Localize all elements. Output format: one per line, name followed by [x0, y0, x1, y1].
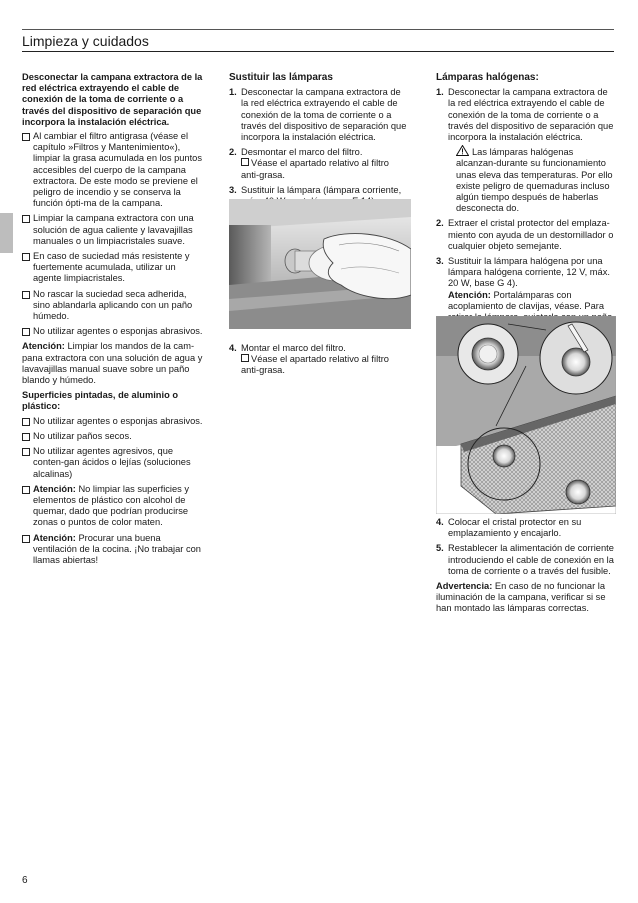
list-item	[22, 131, 204, 209]
warning-triangle-icon	[456, 145, 469, 156]
step-text: Colocar el cristal protector en su emplazamiento y encajarlo.	[448, 517, 582, 539]
step-number: 2.	[229, 147, 237, 158]
checkbox-bullet-icon	[22, 433, 30, 441]
column-halogen-lamps	[436, 72, 616, 338]
lamp-replacement-illustration	[229, 199, 411, 329]
step-number: 3.	[229, 184, 237, 195]
list-item	[436, 517, 616, 539]
section-heading: Sustituir las lámparas	[229, 72, 333, 83]
surfaces-bullets	[22, 416, 204, 566]
advertencia-label: Advertencia:	[436, 581, 493, 592]
list-item	[22, 446, 204, 480]
list-item-text: No utilizar agentes o esponjas abrasivos.	[33, 326, 203, 337]
list-item	[22, 251, 204, 285]
side-tab-marker	[0, 213, 13, 253]
list-item	[229, 147, 409, 181]
title-rule	[22, 51, 614, 52]
step-number: 1.	[436, 87, 444, 98]
cleaning-bullets	[22, 131, 204, 337]
list-item	[436, 543, 616, 577]
advertencia-text: En caso de no funcionar la iluminación de la campana, verificar si se han montado las lámparas correctas.	[436, 581, 606, 614]
step-number: 5.	[436, 543, 444, 554]
attention-text: Limpiar los mandos de la cam-pana extractora con una solución de agua y lavavajillas manual suave sobre un paño blando y húmedo.	[22, 341, 203, 386]
steps-list	[229, 87, 409, 207]
page-title: Limpieza y cuidados	[22, 33, 149, 49]
controls-attention	[22, 341, 204, 386]
step-number: 4.	[229, 343, 237, 353]
column-replace-lamps-continued	[229, 343, 409, 381]
step-text: Restablecer la alimentación de corriente introduciendo el cable de conexión en la toma de corriente o a través del fusible.	[448, 543, 614, 576]
checkbox-bullet-icon	[22, 328, 30, 336]
checkbox-bullet-icon	[22, 215, 30, 223]
list-item	[22, 484, 204, 529]
column-cleaning	[22, 72, 204, 570]
list-item-text: Limpiar la campana extractora con una solución de agua caliente y lavavajillas manuales o un limpiacristales suave.	[33, 213, 194, 246]
warning-note	[448, 145, 616, 214]
warning-text: Las lámparas halógenas alcanzan-durante su funcionamiento unas eleva das temperaturas. Por ello existe peligro de quemaduras incluso algún tiempo después de haberlas desconecta do.	[456, 147, 613, 214]
list-item-text: No utilizar agentes o esponjas abrasivos.	[33, 415, 203, 426]
checkbox-bullet-icon	[22, 486, 30, 494]
list-item-text: En caso de suciedad más resistente y fuertemente acumulada, utilizar un agente limpiacristales.	[33, 251, 190, 284]
top-rule	[22, 29, 614, 30]
surfaces-heading: Superficies pintadas, de aluminio o plástico:	[22, 390, 179, 412]
step-number: 1.	[229, 87, 237, 98]
list-item-text: Al cambiar el filtro antigrasa (véase el capítulo »Filtros y Mantenimiento«), limpiar la grasa acumulada en los puntos accesibles del cuerpo de la campana extractora. De este modo se previene el peligro de incendio y se conserva la función ópti-ma de la campana.	[33, 131, 202, 209]
halogen-hood-illustration	[436, 316, 616, 514]
step-number: 2.	[436, 218, 444, 229]
list-item	[436, 218, 616, 252]
step-text: Desconectar la campana extractora de la red eléctrica extrayendo el cable de conexión de la toma de corriente o a través del dispositivo de separación que incorpora la instalación eléctrica.	[241, 87, 407, 143]
step-text: Sustituir la lámpara (lámpara corriente,	[241, 184, 402, 195]
disconnect-intro: Desconectar la campana extractora de la red eléctrica extrayendo el cable de conexión de la toma de corriente o a través del dispositivo de separación que incorpora la instalación eléctrica.	[22, 72, 203, 127]
checkbox-bullet-icon	[241, 354, 249, 362]
step-text: Desmontar el marco del filtro.	[241, 147, 363, 158]
list-item	[229, 343, 409, 377]
list-item	[22, 416, 204, 427]
checkbox-bullet-icon	[22, 133, 30, 141]
attention-label: Atención:	[33, 532, 76, 543]
step-text: Montar el marco del filtro.	[241, 343, 346, 353]
list-item	[22, 289, 204, 323]
step-subnote: Véase el apartado relativo al filtro anti-grasa.	[241, 158, 389, 180]
checkbox-bullet-icon	[22, 535, 30, 543]
step-number: 4.	[436, 517, 444, 527]
list-item	[436, 87, 616, 214]
step-text: Sustituir la lámpara halógena por una lámpara halógena corriente, 12 V, máx. 20 W, base G 4).	[448, 256, 610, 289]
list-item-text: No limpiar las superficies y elementos de plástico con alcohol de quemar, dado que podrían producirse zonas o puntos de color maten.	[33, 483, 190, 528]
step-subnote: Véase el apartado relativo al filtro anti-grasa.	[241, 354, 389, 376]
step-number: 3.	[436, 256, 444, 267]
attention-label: Atención:	[448, 289, 491, 300]
checkbox-bullet-icon	[22, 418, 30, 426]
checkbox-bullet-icon	[22, 291, 30, 299]
steps-list	[229, 343, 409, 377]
checkbox-bullet-icon	[22, 448, 30, 456]
list-item	[22, 533, 204, 567]
checkbox-bullet-icon	[22, 253, 30, 261]
column-replace-lamps	[229, 72, 409, 211]
section-heading: Lámparas halógenas:	[436, 72, 539, 83]
attention-label: Atención:	[33, 483, 76, 494]
list-item-text: No utilizar agentes agresivos, que conten-gan ácidos o lejías (soluciones alcalinas)	[33, 446, 191, 479]
list-item-text: Procurar una buena ventilación de la cocina. ¡No trabajar con llamas abiertas!	[33, 532, 201, 565]
list-item-text: No rascar la suciedad seca adherida, sino ablandarla aplicando con un paño húmedo.	[33, 288, 193, 322]
column-halogen-lamps-continued	[436, 517, 616, 615]
page-number: 6	[22, 875, 28, 886]
steps-list	[436, 87, 616, 334]
step-text: Extraer el cristal protector del emplaza-miento con ayuda de un destornillador o cualquier objeto semejante.	[448, 218, 614, 251]
attention-label: Atención:	[22, 341, 65, 352]
steps-list	[436, 517, 616, 577]
list-item	[22, 213, 204, 247]
list-item	[22, 326, 204, 337]
attention-text: Portalámparas con acoplamiento de clavijas, véase. Para	[448, 289, 605, 311]
list-item	[22, 431, 204, 442]
list-item-text: No utilizar paños secos.	[33, 430, 132, 441]
advertencia-note	[436, 581, 616, 615]
list-item	[229, 87, 409, 143]
step-text: Desconectar la campana extractora de la red eléctrica extrayendo el cable de conexión de la toma de corriente o a través del dispositivo de separación que incorpora la instalación eléctrica.	[448, 87, 614, 143]
checkbox-bullet-icon	[241, 158, 249, 166]
